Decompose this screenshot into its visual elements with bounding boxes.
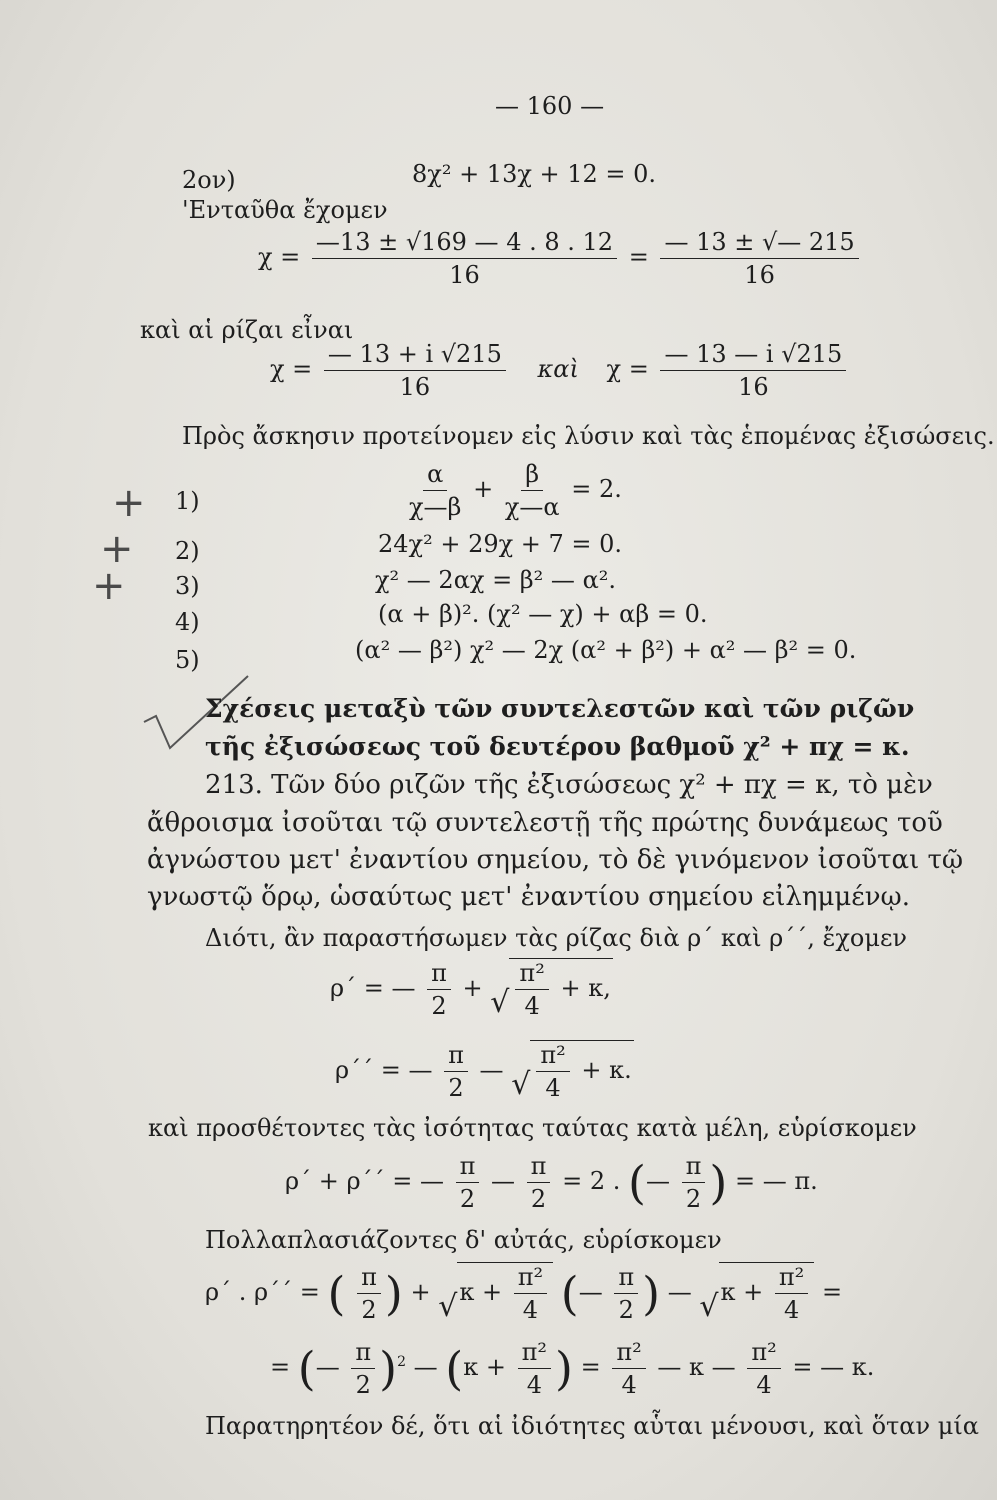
closing-line: Παρατηρητέον δέ, ὅτι αἱ ἰδιότητες αὗται μένουσι, καὶ ὅταν μία	[205, 1412, 979, 1440]
page-number: — 160 —	[495, 92, 605, 120]
exercise-4-equation: (α + β)². (χ² — χ) + αβ = 0.	[378, 600, 708, 628]
roots-intro: καὶ αἱ ρίζαι εἶναι	[140, 316, 354, 344]
theorem-line-2: ἄθροισμα ἰσοῦται τῷ συντελεστῇ τῆς πρώτης δυνάμεως τοῦ	[147, 808, 943, 838]
exercise-3-equation: χ² — 2αχ = β² — α².	[375, 566, 617, 594]
rho1-equation: ρ΄ = — $\frac{\pi}{2}$ + √ $\frac{\text{π²}}{4}$ + κ,	[330, 959, 611, 1020]
exercise-4-label: 4)	[175, 608, 200, 636]
root-1-fraction: $\frac{— 13 + i √215}{16}$	[324, 340, 506, 401]
exercise-intro: Πρὸς ἄσκησιν προτείνομεν εἰς λύσιν καὶ τὰς ἑπομένας ἐξισώσεις.	[182, 422, 995, 450]
product-equation-line-1: ρ΄ . ρ΄΄ = ( $\frac{\pi}{2}$ ) + √κ + $\frac{\text{π²}}{4}$ (— $\frac{\pi}{2}$ ) — √κ + $\frac{\text{π²}}{4}$ =	[205, 1263, 843, 1324]
theorem-line-3: ἀγνώστου μετ' ἐναντίου σημείου, τὸ δὲ γινόμενον ἰσοῦται τῷ	[147, 845, 964, 875]
pencil-plus-mark: +	[112, 480, 146, 526]
rho2-equation: ρ΄΄ = — $\frac{\pi}{2}$ — √ $\frac{\text{π²}}{4}$ + κ.	[335, 1041, 632, 1102]
intro-text: 'Ενταῦθα ἔχομεν	[182, 196, 388, 224]
exercise-1-label: 1)	[175, 487, 200, 515]
root-formula: χ = $\frac{—13 \pm √169 — 4 . 8 . 12}{16}$ = $\frac{— 13 \pm √— 215}{16}$	[258, 228, 863, 289]
exercise-1-equation: $\frac{\alpha}{\chi—\beta}$ + $\frac{\beta}{\chi—\alpha}$ = 2.	[409, 460, 622, 521]
exercise-3-label: 3)	[175, 572, 200, 600]
example-label: 2ον)	[182, 166, 236, 194]
sum-equation: ρ΄ + ρ΄΄ = — $\frac{\pi}{2}$ — $\frac{\pi}{2}$ = 2 . (— $\frac{\pi}{2}$ ) = — π.	[285, 1152, 818, 1213]
theorem-line-4: γνωστῷ ὅρῳ, ὡσαύτως μετ' ἐναντίου σημείου εἰλημμένῳ.	[147, 882, 910, 912]
pencil-plus-mark: +	[100, 526, 134, 572]
exercise-2-label: 2)	[175, 537, 200, 565]
exercise-5-equation: (α² — β²) χ² — 2χ (α² + β²) + α² — β² = 0.	[355, 636, 857, 664]
exercise-5-label: 5)	[175, 646, 200, 674]
roots-formula: χ = $\frac{— 13 + i √215}{16}$ καὶ χ = $\frac{— 13 — i √215}{16}$	[270, 340, 850, 401]
product-equation-line-2: = (— $\frac{\pi}{2}$ )$^2$ — (κ + $\frac{\text{π²}}{4}$ ) = $\frac{\text{π²}}{4}$ — κ — $\frac{\text{π²}}{4}$ = — κ.	[270, 1338, 875, 1399]
sum-intro: καὶ προσθέτοντες τὰς ἰσότητας ταύτας κατὰ μέλη, εὑρίσκομεν	[148, 1114, 917, 1142]
pencil-plus-mark: +	[92, 563, 126, 609]
root-fraction-1: $\frac{—13 \pm √169 — 4 . 8 . 12}{16}$	[312, 228, 617, 289]
root-2-fraction: $\frac{— 13 — i √215}{16}$	[660, 340, 846, 401]
theorem-line-1: 213. Τῶν δύο ριζῶν τῆς ἐξισώσεως χ² + πχ = κ, τὸ μὲν	[205, 770, 933, 800]
root-lhs: χ =	[258, 243, 301, 271]
section-heading-line-1: Σχέσεις μεταξὺ τῶν συντελεστῶν καὶ τῶν ριζῶν	[205, 694, 915, 723]
exercise-2-equation: 24χ² + 29χ + 7 = 0.	[378, 530, 623, 558]
section-heading-line-2: τῆς ἐξισώσεως τοῦ δευτέρου βαθμοῦ χ² + πχ = κ.	[205, 732, 910, 761]
product-intro: Πολλαπλασιάζοντες δ' αὐτάς, εὑρίσκομεν	[205, 1226, 722, 1254]
proof-intro: Διότι, ἂν παραστήσωμεν τὰς ρίζας διὰ ρ΄ καὶ ρ΄΄, ἔχομεν	[205, 924, 907, 952]
root-fraction-2: $\frac{— 13 \pm √— 215}{16}$	[660, 228, 858, 289]
example-equation: 8χ² + 13χ + 12 = 0.	[412, 160, 657, 188]
